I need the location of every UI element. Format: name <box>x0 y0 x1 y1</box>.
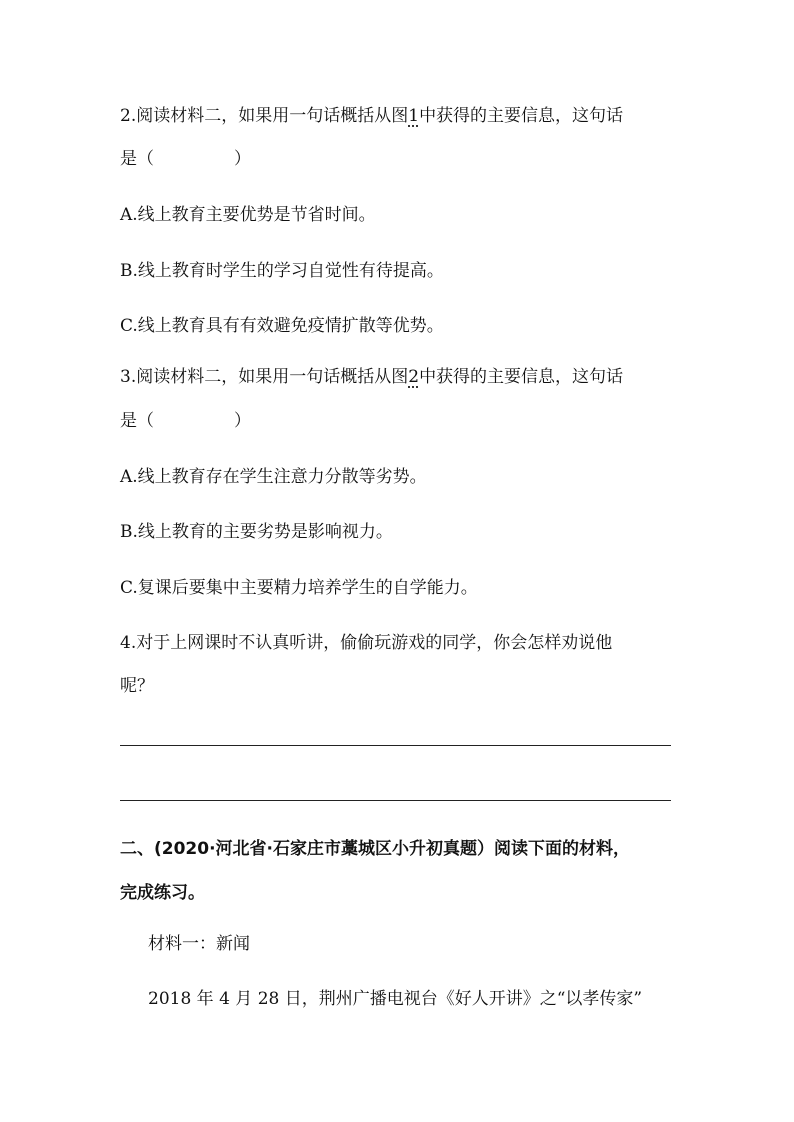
q2-paren-open: 是（ <box>120 149 154 169</box>
q3-stem-post: 中获得的主要信息，这句话 <box>419 367 624 387</box>
q3-option-a: A.线上教育存在学生注意力分散等劣势。 <box>120 467 427 487</box>
q4-answer-line-1[interactable] <box>120 745 671 746</box>
q3-stem-line1 <box>120 366 623 388</box>
q3-option-c: C.复课后要集中主要精力培养学生的自学能力。 <box>120 578 478 598</box>
material-one-label: 材料一：新闻 <box>148 934 250 954</box>
q2-stem-line1 <box>120 105 623 127</box>
q3-figure-number: 2 <box>408 367 420 387</box>
q2-paren-close: ） <box>234 149 251 169</box>
section2-heading-line2: 完成练习。 <box>120 883 205 903</box>
q2-stem-post: 中获得的主要信息，这句话 <box>419 106 624 126</box>
material-one-body-line1: 2018 年 4 月 28 日，荆州广播电视台《好人开讲》之“以孝传家” <box>148 989 643 1009</box>
q3-option-b: B.线上教育的主要劣势是影响视力。 <box>120 522 393 542</box>
q3-paren-open: 是（ <box>120 411 154 431</box>
q3-stem-line2 <box>120 410 251 432</box>
q2-stem-line2 <box>120 148 251 170</box>
q4-stem-line2: 呢？ <box>120 676 154 696</box>
q4-answer-line-2[interactable] <box>120 800 671 801</box>
section2-heading-line1: 二、(2020·河北省·石家庄市藁城区小升初真题）阅读下面的材料， <box>120 839 630 859</box>
q3-paren-close: ） <box>234 411 251 431</box>
q4-stem-line1: 4.对于上网课时不认真听讲，偷偷玩游戏的同学，你会怎样劝说他 <box>120 633 613 653</box>
q2-option-a: A.线上教育主要优势是节省时间。 <box>120 205 376 225</box>
q2-option-c: C.线上教育具有有效避免疫情扩散等优势。 <box>120 316 444 336</box>
q2-stem-pre: 2.阅读材料二，如果用一句话概括从图 <box>120 106 409 126</box>
q2-figure-number: 1 <box>408 106 420 126</box>
q2-option-b: B.线上教育时学生的学习自觉性有待提高。 <box>120 261 444 281</box>
q3-stem-pre: 3.阅读材料二，如果用一句话概括从图 <box>120 367 409 387</box>
